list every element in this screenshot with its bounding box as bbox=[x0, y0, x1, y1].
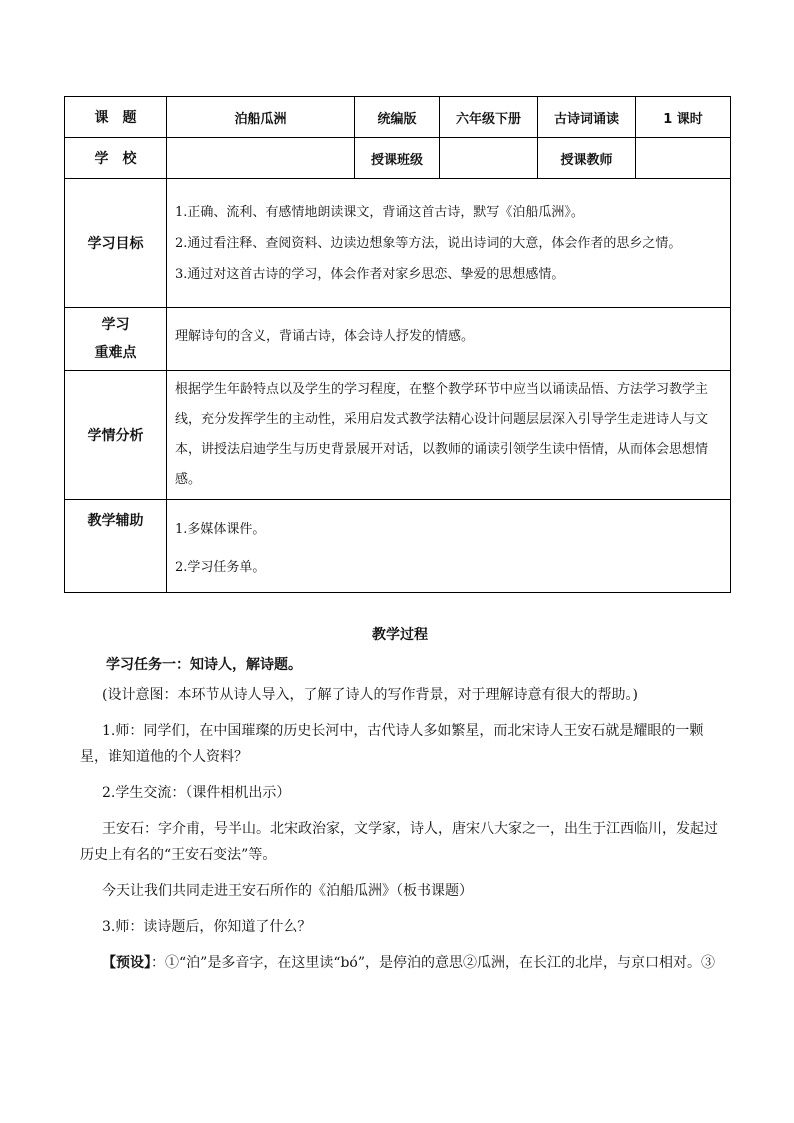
header-row-2 bbox=[65, 138, 731, 179]
key-text: 理解诗句的含义，背诵古诗，体会诗人抒发的情感。 bbox=[175, 329, 475, 344]
preset-paragraph bbox=[80, 950, 720, 976]
school-value bbox=[167, 138, 355, 179]
grade-value: 六年级下册 bbox=[440, 97, 538, 138]
unit-value: 古诗词诵读 bbox=[538, 97, 636, 138]
edition-value: 统编版 bbox=[355, 97, 440, 138]
aids-content bbox=[167, 500, 731, 593]
key-label bbox=[65, 308, 167, 371]
goal-item: 1.正确、流利、有感情地朗读课文，背诵这首古诗，默写《泊船瓜洲》。 bbox=[175, 204, 584, 220]
key-label-line-1: 学习 bbox=[101, 317, 130, 333]
preset-text: ：①“泊”是多音字，在这里读“bó”，是停泊的意思②瓜洲，在长江的北岸，与京口相对。③ bbox=[151, 955, 716, 971]
goals-content bbox=[167, 179, 731, 308]
key-content bbox=[167, 308, 731, 371]
process-paragraph: 1.师：同学们，在中国璀璨的历史长河中，古代诗人多如繁星，而北宋诗人王安石就是耀眼的一颗星，谁知道他的个人资料？ bbox=[80, 723, 704, 765]
task-heading: 学习任务一：知诗人，解诗题。 bbox=[106, 657, 302, 673]
key-row bbox=[65, 308, 731, 371]
process-title: 教学过程 bbox=[372, 627, 428, 643]
goals-label: 学习目标 bbox=[65, 179, 167, 308]
lesson-info-table bbox=[64, 96, 731, 593]
topic-label: 课 题 bbox=[65, 97, 167, 138]
analysis-row bbox=[65, 371, 731, 500]
preset-label: 【预设】 bbox=[102, 955, 151, 971]
process-paragraph: 2.学生交流：（课件相机出示） bbox=[102, 785, 291, 801]
teacher-value bbox=[636, 138, 731, 179]
process-paragraph: 今天让我们共同走进王安石所作的《泊船瓜洲》（板书课题） bbox=[102, 883, 473, 899]
class-value bbox=[440, 138, 538, 179]
aid-item: 1.多媒体课件。 bbox=[175, 522, 266, 537]
topic-value: 泊船瓜洲 bbox=[167, 97, 355, 138]
design-intent: (设计意图：本环节从诗人导入，了解了诗人的写作背景，对于理解诗意有很大的帮助。) bbox=[102, 687, 638, 703]
process-paragraph: 3.师：读诗题后，你知道了什么？ bbox=[102, 919, 312, 935]
analysis-label: 学情分析 bbox=[65, 371, 167, 500]
analysis-text: 根据学生年龄特点以及学生的学习程度，在整个教学环节中应当以诵读品悟、方法学习教学主线，充分发挥学生的主动性，采用启发式教学法精心设计问题层层深入引导学生走进诗人与文本，讲授法启迪学生与历史背景展开对话，以教师的诵读引领学生读中悟情，从而体会思想情感。 bbox=[175, 382, 709, 487]
aids-row bbox=[65, 500, 731, 593]
goals-row bbox=[65, 179, 731, 308]
aids-label: 教学辅助 bbox=[65, 500, 167, 593]
aid-item: 2.学习任务单。 bbox=[175, 560, 266, 575]
process-paragraph: 王安石：字介甫，号半山。北宋政治家，文学家，诗人，唐宋八大家之一，出生于江西临川，发起过历史上有名的“王安石变法”等。 bbox=[80, 821, 718, 863]
hours-value: 1 课时 bbox=[636, 97, 731, 138]
class-label: 授课班级 bbox=[355, 138, 440, 179]
key-label-line-2: 重难点 bbox=[94, 345, 137, 361]
analysis-content bbox=[167, 371, 731, 500]
teacher-label: 授课教师 bbox=[538, 138, 636, 179]
goal-item: 2.通过看注释、查阅资料、边读边想象等方法，说出诗词的大意，体会作者的思乡之情。 bbox=[175, 235, 682, 251]
teaching-process bbox=[80, 622, 720, 986]
header-row-1 bbox=[65, 97, 731, 138]
goal-item: 3.通过对这首古诗的学习，体会作者对家乡思恋、挚爱的思想感情。 bbox=[175, 266, 565, 282]
school-label: 学 校 bbox=[65, 138, 167, 179]
